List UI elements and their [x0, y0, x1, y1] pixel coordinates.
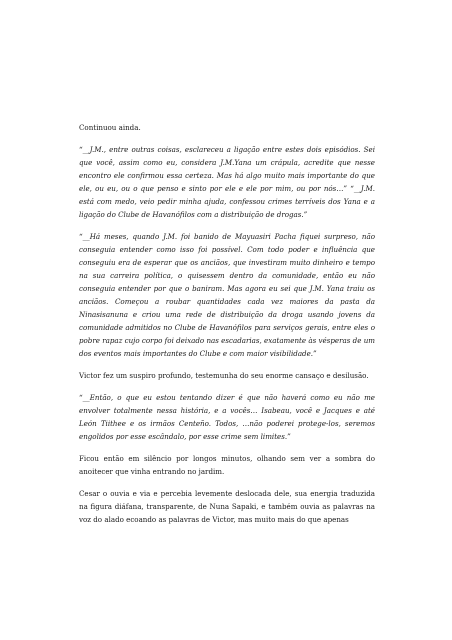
paragraph-cesar: Cesar o ouvia e via e percebia levemente deslocada dele, sua energia traduzida na figura diáfana, transparente, de Nuna Sapaki, e também ouvia as palavras na voz do alado ecoando as palavras de Victor, mas muito mais do que apenas — [79, 489, 375, 524]
paragraph-quote-jm: “__J.M., entre outras coisas, esclareceu a ligação entre estes dois episódios. Sei que você, assim como eu, considera J.M.Yana um crápula, acredite que nesse encontro ele confirmou essa certeza. Mas há algo muito mais importante do que ele, ou eu, ou o que penso e sinto por ele e ele por mim, ou por nós…” “__J.M. está com medo, veio pedir minha ajuda, confessou crimes terríveis dos Yana e a ligação do Clube de Havanófilos com a distribuição de drogas.” — [79, 145, 375, 219]
paragraph-victor-sigh: Victor fez um suspiro profundo, testemunha do seu enorme cansaço e desilusão. — [79, 371, 369, 380]
paragraph-silence: Ficou então em silêncio por longos minutos, olhando sem ver a sombra do anoitecer que vinha entrando no jardim. — [79, 454, 375, 476]
paragraph-quote-banishment: “__Há meses, quando J.M. foi banido de Mayuasiri Pacha fiquei surpreso, não conseguia entender como isso foi possível. Com todo poder e influência que conseguiu era de esperar que os anciãos, que investiram muito dinheiro e tempo na sua carreira política, o quisessem dentro da comunidade, então eu não conseguia entender por que o baniram. Mas agora eu sei que J.M. Yana traiu os anciãos. Começou a roubar quantidades cada vez maiores da pasta da Ninasisanuna e criou uma rede de distribuição da droga usando jovens da comunidade admitidos no Clube de Havanófilos para serviços gerais, entre eles o pobre rapaz cujo corpo foi deixado nas escadarias, exatamente às vésperas de um dos eventos mais importantes do Clube e com maior visibilidade.” — [79, 232, 375, 358]
paragraph-quote-scandal: “__Então, o que eu estou tentando dizer é que não haverá como eu não me envolver totalmente nessa história, e a vocês… Isabeau, você e Jacques e até León Tiithee e os irmãos Centeño. Todos, …não poderei protege-los, seremos engolidos por esse escândalo, por esse crime sem limites.” — [79, 393, 375, 441]
body-text — [79, 121, 375, 535]
paragraph-intro: Continuou ainda. — [79, 123, 141, 132]
